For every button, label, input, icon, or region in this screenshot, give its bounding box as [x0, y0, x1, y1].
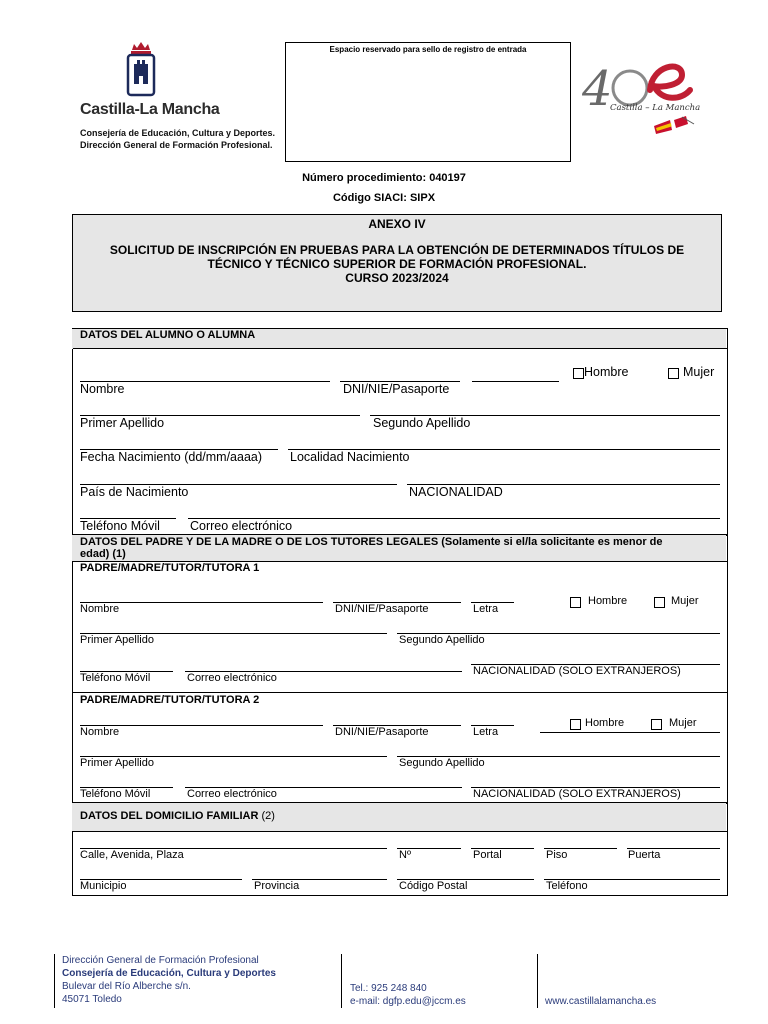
- castilla-la-mancha-emblem: [124, 42, 158, 98]
- student-section-heading: DATOS DEL ALUMNO O ALUMNA: [72, 329, 726, 349]
- student-first-surname-label: Primer Apellido: [80, 416, 165, 430]
- province-label: Provincia: [254, 880, 300, 892]
- tutor2-mujer-checkbox[interactable]: [651, 719, 662, 730]
- student-dni-extra-field[interactable]: [472, 381, 559, 382]
- tutor2-hombre-label: Hombre: [585, 717, 625, 729]
- floor-label: Piso: [546, 849, 568, 861]
- student-section: [72, 328, 728, 536]
- municipality-label: Municipio: [80, 880, 127, 892]
- tutor2-email-label: Correo electrónico: [187, 788, 277, 800]
- annex-line-2: TÉCNICO Y TÉCNICO SUPERIOR DE FORMACIÓN PROFESIONAL.: [207, 257, 587, 271]
- anniversary-logo: [582, 50, 712, 140]
- address-heading-divider: [73, 831, 727, 832]
- student-nationality-label: NACIONALIDAD: [409, 485, 503, 499]
- footer-address: [62, 954, 276, 1006]
- footer-email[interactable]: e-mail: dgfp.edu@jccm.es: [350, 996, 466, 1007]
- tutor2-first-surname-label: Primer Apellido: [80, 757, 154, 769]
- tutor2-nationality-label: NACIONALIDAD (SOLO EXTRANJEROS): [473, 788, 681, 800]
- tutor2-phone-label: Teléfono Móvil: [80, 788, 151, 800]
- footer-line-2: Consejería de Educación, Cultura y Deportes: [62, 968, 276, 979]
- parents-heading-line-1: DATOS DEL PADRE Y DE LA MADRE O DE LOS TUTORES LEGALES (Solamente si el/la solicitante es menor de: [80, 536, 663, 548]
- student-dni-label: DNI/NIE/Pasaporte: [343, 382, 450, 396]
- street-number-label: Nº: [399, 849, 411, 861]
- student-birthdate-label: Fecha Nacimiento (dd/mm/aaaa): [80, 450, 263, 464]
- svg-text:Castilla – La Mancha: Castilla – La Mancha: [610, 103, 701, 113]
- student-mujer-label: Mujer: [683, 365, 715, 379]
- tutor1-dni-label: DNI/NIE/Pasaporte: [335, 603, 429, 615]
- tutor1-mujer-checkbox[interactable]: [654, 597, 665, 608]
- portal-label: Portal: [473, 849, 502, 861]
- student-email-label: Correo electrónico: [190, 519, 293, 533]
- tutor-divider: [73, 692, 727, 693]
- tutor2-mujer-label: Mujer: [669, 717, 697, 729]
- tutor2-letter-label: Letra: [473, 726, 499, 738]
- tutor1-letter-label: Letra: [473, 603, 499, 615]
- tutor1-hombre-label: Hombre: [588, 595, 628, 607]
- student-second-surname-label: Segundo Apellido: [373, 416, 471, 430]
- tutor2-hombre-checkbox[interactable]: [570, 719, 581, 730]
- address-section-heading: [72, 803, 726, 831]
- department-line-1: Consejería de Educación, Cultura y Deportes.: [80, 128, 276, 138]
- footer-separator-3: [537, 954, 538, 1008]
- annex-line-1: SOLICITUD DE INSCRIPCIÓN EN PRUEBAS PARA LA OBTENCIÓN DE DETERMINADOS TÍTULOS DE: [109, 243, 685, 257]
- tutor1-name-label: Nombre: [80, 603, 120, 615]
- door-label: Puerta: [628, 849, 661, 861]
- postal-code-label: Código Postal: [399, 880, 468, 892]
- footer-phone: Tel.: 925 248 840: [350, 983, 427, 994]
- annex-subtitle: [73, 243, 721, 285]
- tutor1-second-surname-label: Segundo Apellido: [399, 634, 485, 646]
- footer-line-3: Bulevar del Río Alberche s/n.: [62, 981, 191, 992]
- procedure-number: Número procedimiento: 040197: [302, 172, 466, 184]
- tutor1-first-surname-label: Primer Apellido: [80, 634, 154, 646]
- student-mujer-checkbox[interactable]: [668, 368, 679, 379]
- tutor1-mujer-label: Mujer: [671, 595, 699, 607]
- parents-section-heading: [72, 535, 726, 561]
- student-hombre-checkbox[interactable]: [573, 368, 584, 379]
- footer-contact: [350, 982, 466, 1008]
- department-line-2: Dirección General de Formación Profesional.: [80, 140, 273, 150]
- tutor2-gender-underline: [540, 732, 720, 733]
- tutor1-nationality-label: NACIONALIDAD (SOLO EXTRANJEROS): [473, 665, 681, 677]
- address-heading-note: (2): [261, 810, 275, 822]
- annex-title: ANEXO IV: [368, 217, 426, 231]
- tutor2-dni-label: DNI/NIE/Pasaporte: [335, 726, 429, 738]
- address-heading-text: DATOS DEL DOMICILIO FAMILIAR: [80, 810, 259, 822]
- annex-line-3: CURSO 2023/2024: [345, 271, 449, 285]
- tutor1-phone-label: Teléfono Móvil: [80, 672, 151, 684]
- footer-separator-1: [54, 954, 55, 1008]
- student-hombre-label: Hombre: [584, 365, 629, 379]
- parents-heading-line-2: edad) (1): [80, 548, 126, 560]
- address-phone-label: Teléfono: [546, 880, 588, 892]
- student-name-label: Nombre: [80, 382, 125, 396]
- student-phone-label: Teléfono Móvil: [80, 519, 160, 533]
- student-birthplace-label: Localidad Nacimiento: [290, 450, 410, 464]
- student-heading-divider: [73, 348, 727, 349]
- student-country-label: País de Nacimiento: [80, 485, 189, 499]
- tutor1-email-label: Correo electrónico: [187, 672, 277, 684]
- footer-separator-2: [341, 954, 342, 1008]
- siaci-code: Código SIACI: SIPX: [332, 192, 436, 204]
- department-text: [80, 127, 275, 151]
- registry-stamp-box: [285, 42, 571, 162]
- footer-line-4: 45071 Toledo: [62, 994, 122, 1005]
- stamp-label: Espacio reservado para sello de registro de entrada: [329, 45, 527, 54]
- footer-line-1: Dirección General de Formación Profesional: [62, 955, 259, 966]
- tutor2-heading: PADRE/MADRE/TUTOR/TUTORA 2: [80, 694, 260, 706]
- logo-text: Castilla-La Mancha: [80, 101, 220, 118]
- svg-text:4: 4: [582, 61, 613, 117]
- footer-website[interactable]: www.castillalamancha.es: [545, 996, 657, 1007]
- tutor1-hombre-checkbox[interactable]: [570, 597, 581, 608]
- tutor2-name-label: Nombre: [80, 726, 120, 738]
- street-label: Calle, Avenida, Plaza: [80, 849, 184, 861]
- annex-title-box: [72, 214, 722, 312]
- tutor1-heading: PADRE/MADRE/TUTOR/TUTORA 1: [80, 562, 260, 574]
- tutor2-second-surname-label: Segundo Apellido: [399, 757, 485, 769]
